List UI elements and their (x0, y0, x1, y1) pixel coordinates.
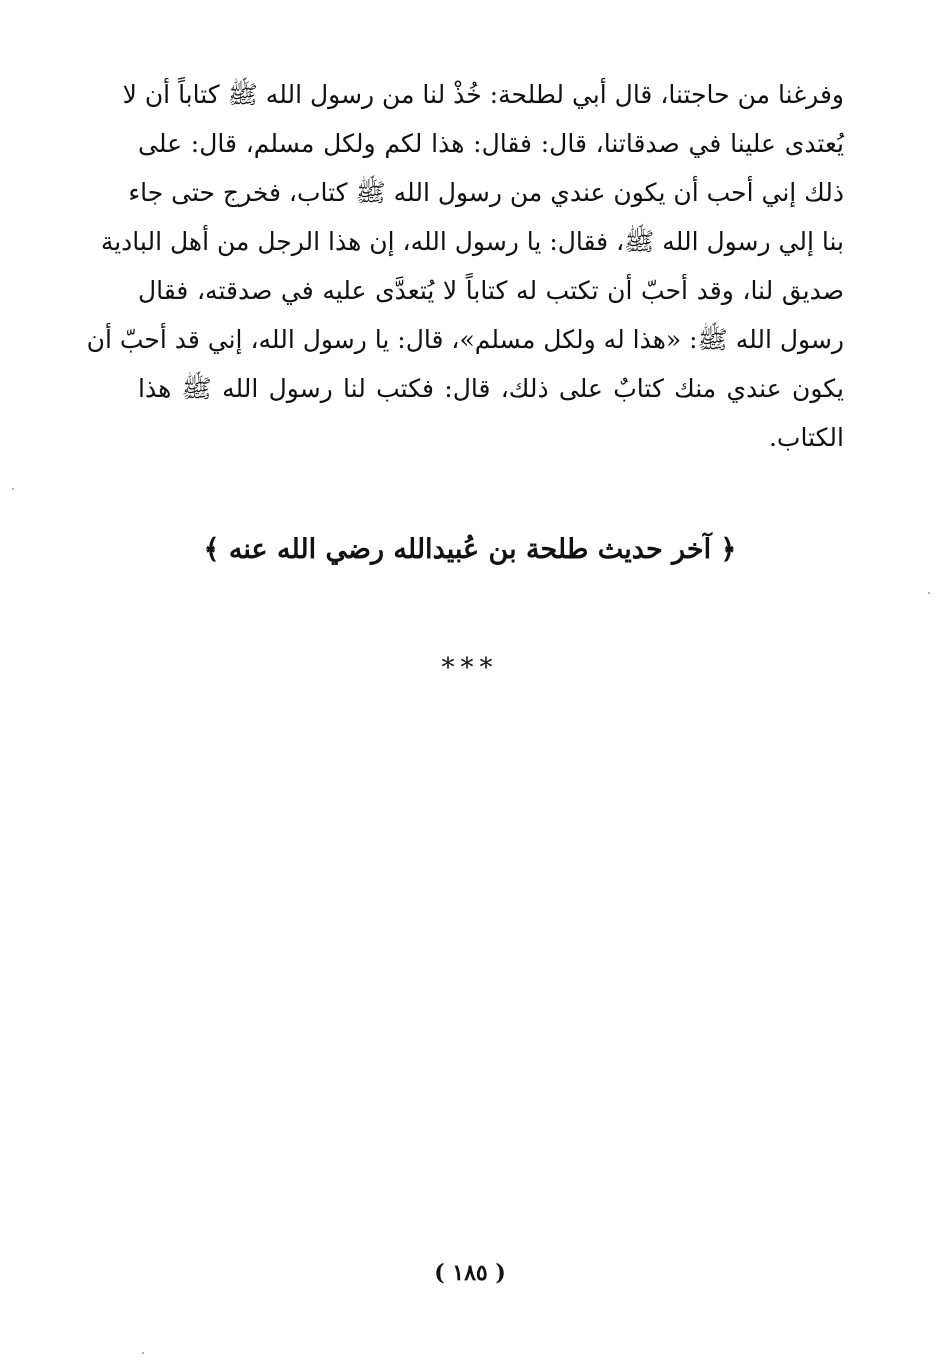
asterisk-separator: *** (441, 653, 499, 683)
body-line: وفرغنا من حاجتنا، قال أبي لطلحة: خُذْ لنا من رسول الله ﷺ كتاباً أن لا (122, 80, 844, 109)
page-number: ( ١٨٥ ) (434, 1260, 506, 1286)
body-line: صديق لنا، وقد أحبّ أن تكتب له كتاباً لا يُتعدَّى عليه في صدقته، فقال (138, 276, 844, 305)
section-end-heading: ﴿ آخر حديث طلحة بن عُبيدالله رضي الله عنه ﴾ (203, 534, 737, 565)
body-line: ذلك إني أحب أن يكون عندي من رسول الله ﷺ كتاب، فخرج حتى جاء (128, 178, 844, 207)
body-paragraph (86, 70, 844, 462)
body-line: بنا إلي رسول الله ﷺ، فقال: يا رسول الله، إن هذا الرجل من أهل البادية (100, 227, 844, 256)
body-line: يُعتدى علينا في صدقاتنا، قال: فقال: هذا لكم ولكل مسلم، قال: على (138, 129, 844, 158)
scan-speck (928, 592, 930, 594)
scan-speck (142, 1352, 144, 1354)
body-line: رسول الله ﷺ: «هذا له ولكل مسلم»، قال: يا رسول الله، إني قد أحبّ أن (86, 325, 844, 354)
body-line: يكون عندي منك كتابٌ على ذلك، قال: فكتب لنا رسول الله ﷺ هذا (138, 374, 844, 403)
scan-speck (12, 488, 14, 490)
body-line: الكتاب. (768, 423, 844, 452)
